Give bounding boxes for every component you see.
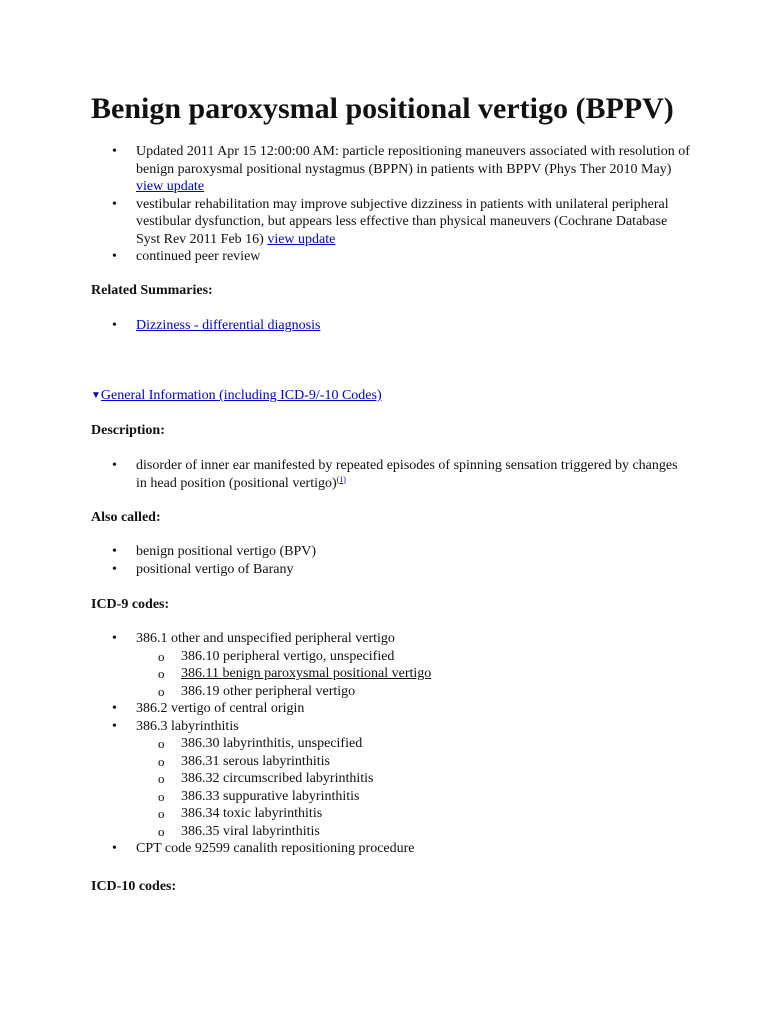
description-text: disorder of inner ear manifested by repeated episodes of spinning sensation triggered by changes in head position (positional vertigo) — [136, 458, 678, 491]
update-text: vestibular rehabilitation may improve subjective dizziness in patients with unilateral peripheral vestibular dysfunction, but appears less effective than physical maneuvers (Cochrane Database Syst Rev 2011 Feb 16) — [136, 196, 669, 247]
icd9-subcode: 386.32 circumscribed labyrinthitis — [181, 771, 374, 786]
icd9-subcode: 386.34 toxic labyrinthitis — [181, 806, 323, 821]
icd9-subcode: 386.33 suppurative labyrinthitis — [181, 788, 360, 804]
icd9-code: CPT code 92599 canalith repositioning procedure — [136, 841, 415, 856]
triangle-down-icon: ▼ — [91, 390, 101, 401]
list-item — [91, 196, 691, 249]
icd9-subcode: 386.19 other peripheral vertigo — [181, 683, 356, 699]
page-title: Benign paroxysmal positional vertigo (BPPV) — [91, 92, 674, 125]
icd9-code: 386.1 other and unspecified peripheral vertigo — [136, 631, 395, 646]
general-info-link[interactable] — [91, 388, 382, 403]
list-item — [136, 648, 691, 666]
list-item — [91, 718, 691, 841]
general-info-toggle[interactable] — [91, 387, 382, 405]
list-item — [91, 457, 681, 492]
icd9-subcode: 386.30 labyrinthitis, unspecified — [181, 736, 363, 751]
list-item — [136, 788, 691, 806]
list-item — [91, 248, 691, 266]
list-item — [91, 543, 691, 561]
list-item — [136, 770, 691, 788]
description-list — [91, 457, 681, 492]
icd9-sublist — [136, 735, 691, 840]
icd9-subcode: 386.35 viral labyrinthitis — [181, 823, 320, 839]
list-item — [91, 317, 691, 335]
related-list — [91, 317, 691, 335]
update-text: Updated 2011 Apr 15 12:00:00 AM: particle repositioning maneuvers associated with resolution of benign paroxysmal positional nystagmus (BPPN) in patients with BPPV (Phys Ther 2010 May) — [136, 144, 690, 177]
related-summary-link[interactable]: Dizziness - differential diagnosis — [136, 318, 321, 333]
update-list — [91, 143, 691, 266]
view-update-link[interactable]: view update — [136, 179, 205, 194]
list-item — [136, 753, 691, 771]
list-item — [136, 683, 691, 701]
list-item — [91, 561, 691, 579]
list-item — [136, 805, 691, 823]
description-heading: Description: — [91, 423, 165, 438]
update-text: continued peer review — [136, 249, 261, 264]
icd9-subcode: 386.31 serous labyrinthitis — [181, 753, 330, 769]
list-item — [136, 735, 691, 753]
icd9-subcode: 386.10 peripheral vertigo, unspecified — [181, 648, 395, 664]
icd9-heading: ICD-9 codes: — [91, 597, 170, 612]
icd10-heading: ICD-10 codes: — [91, 879, 177, 894]
also-called-item: benign positional vertigo (BPV) — [136, 544, 317, 559]
icd9-subcode-highlighted: 386.11 benign paroxysmal positional vertigo — [181, 666, 432, 681]
icd9-code: 386.3 labyrinthitis — [136, 718, 239, 734]
also-called-item: positional vertigo of Barany — [136, 561, 294, 577]
list-item — [136, 823, 691, 841]
also-called-list — [91, 543, 691, 578]
list-item — [91, 840, 691, 858]
list-item — [91, 143, 691, 196]
view-update-link[interactable]: view update — [267, 231, 336, 247]
icd9-sublist — [136, 648, 691, 701]
list-item — [91, 700, 691, 718]
general-info-label: General Information (including ICD-9/-10 Codes) — [100, 388, 382, 403]
also-called-heading: Also called: — [91, 510, 161, 525]
icd9-code: 386.2 vertigo of central origin — [136, 701, 305, 716]
icd9-list — [91, 630, 691, 858]
list-item — [91, 630, 691, 700]
list-item — [136, 665, 691, 683]
related-summaries-heading: Related Summaries: — [91, 283, 213, 298]
reference-link[interactable]: (1) — [336, 474, 346, 484]
